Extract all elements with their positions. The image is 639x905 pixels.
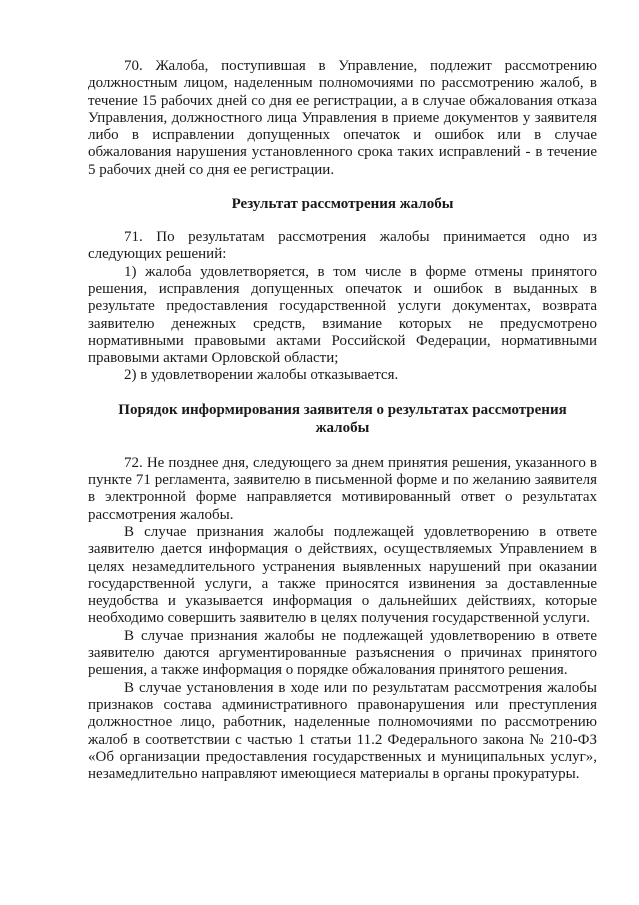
paragraph-71: 71. По результатам рассмотрения жалобы принимается одно из следующих решений: [88, 229, 597, 263]
paragraph-71-item-1: 1) жалоба удовлетворяется, в том числе в форме отмены принятого решения, исправления допущенных опечаток и ошибок в выданных в результате предоставления государственной услуги документах, возврата заявителю денежных средств, взимание которых не предусмотрено нормативными правовыми актами Российской Федерации, нормативными правовыми актами Орловской области; [88, 263, 597, 367]
document-page [88, 58, 597, 783]
paragraph-71-item-2: 2) в удовлетворении жалобы отказывается. [124, 367, 399, 384]
paragraph-70: 70. Жалоба, поступившая в Управление, подлежит рассмотрению должностным лицом, наделенным полномочиями по рассмотрению жалоб, в течение 15 рабочих дней со дня ее регистрации, а в случае обжалования отказа Управления, должностного лица Управления в приеме документов у заявителя либо в исправлении допущенных опечаток и ошибок или в случае обжалования нарушения установленного срока таких исправлений - в течение 5 рабочих дней со дня ее регистрации. [88, 58, 597, 178]
paragraph-72-satisfied: В случае признания жалобы подлежащей удовлетворению в ответе заявителю дается информация о действиях, осуществляемых Управлением в целях незамедлительного устранения выявленных нарушений при оказании государственной услуги, а также приносятся извинения за доставленные неудобства и указывается информация о дальнейших действиях, которые необходимо совершить заявителю в целях получения государственной услуги. [88, 523, 597, 627]
paragraph-72-rejected: В случае признания жалобы не подлежащей удовлетворению в ответе заявителю даются аргументированные разъяснения о причинах принятого решения, а также информация о порядке обжалования принятого решения. [88, 627, 597, 679]
paragraph-72: 72. Не позднее дня, следующего за днем принятия решения, указанного в пункте 71 регламента, заявителю в письменной форме и по желанию заявителя в электронной форме направляется мотивированный ответ о результатах рассмотрения жалобы. [88, 454, 597, 523]
paragraph-72-violation: В случае установления в ходе или по результатам рассмотрения жалобы признаков состава административного правонарушения или преступления должностное лицо, работник, наделенные полномочиями по рассмотрению жалоб в соответствии с частью 1 статьи 11.2 Федерального закона № 210-ФЗ «Об организации предоставления государственных и муниципальных услуг», незамедлительно направляют имеющиеся материалы в органы прокуратуры. [88, 679, 597, 783]
heading-informing-procedure: Порядок информирования заявителя о результатах рассмотрения жалобы [118, 401, 567, 436]
heading-complaint-result: Результат рассмотрения жалобы [231, 196, 454, 213]
